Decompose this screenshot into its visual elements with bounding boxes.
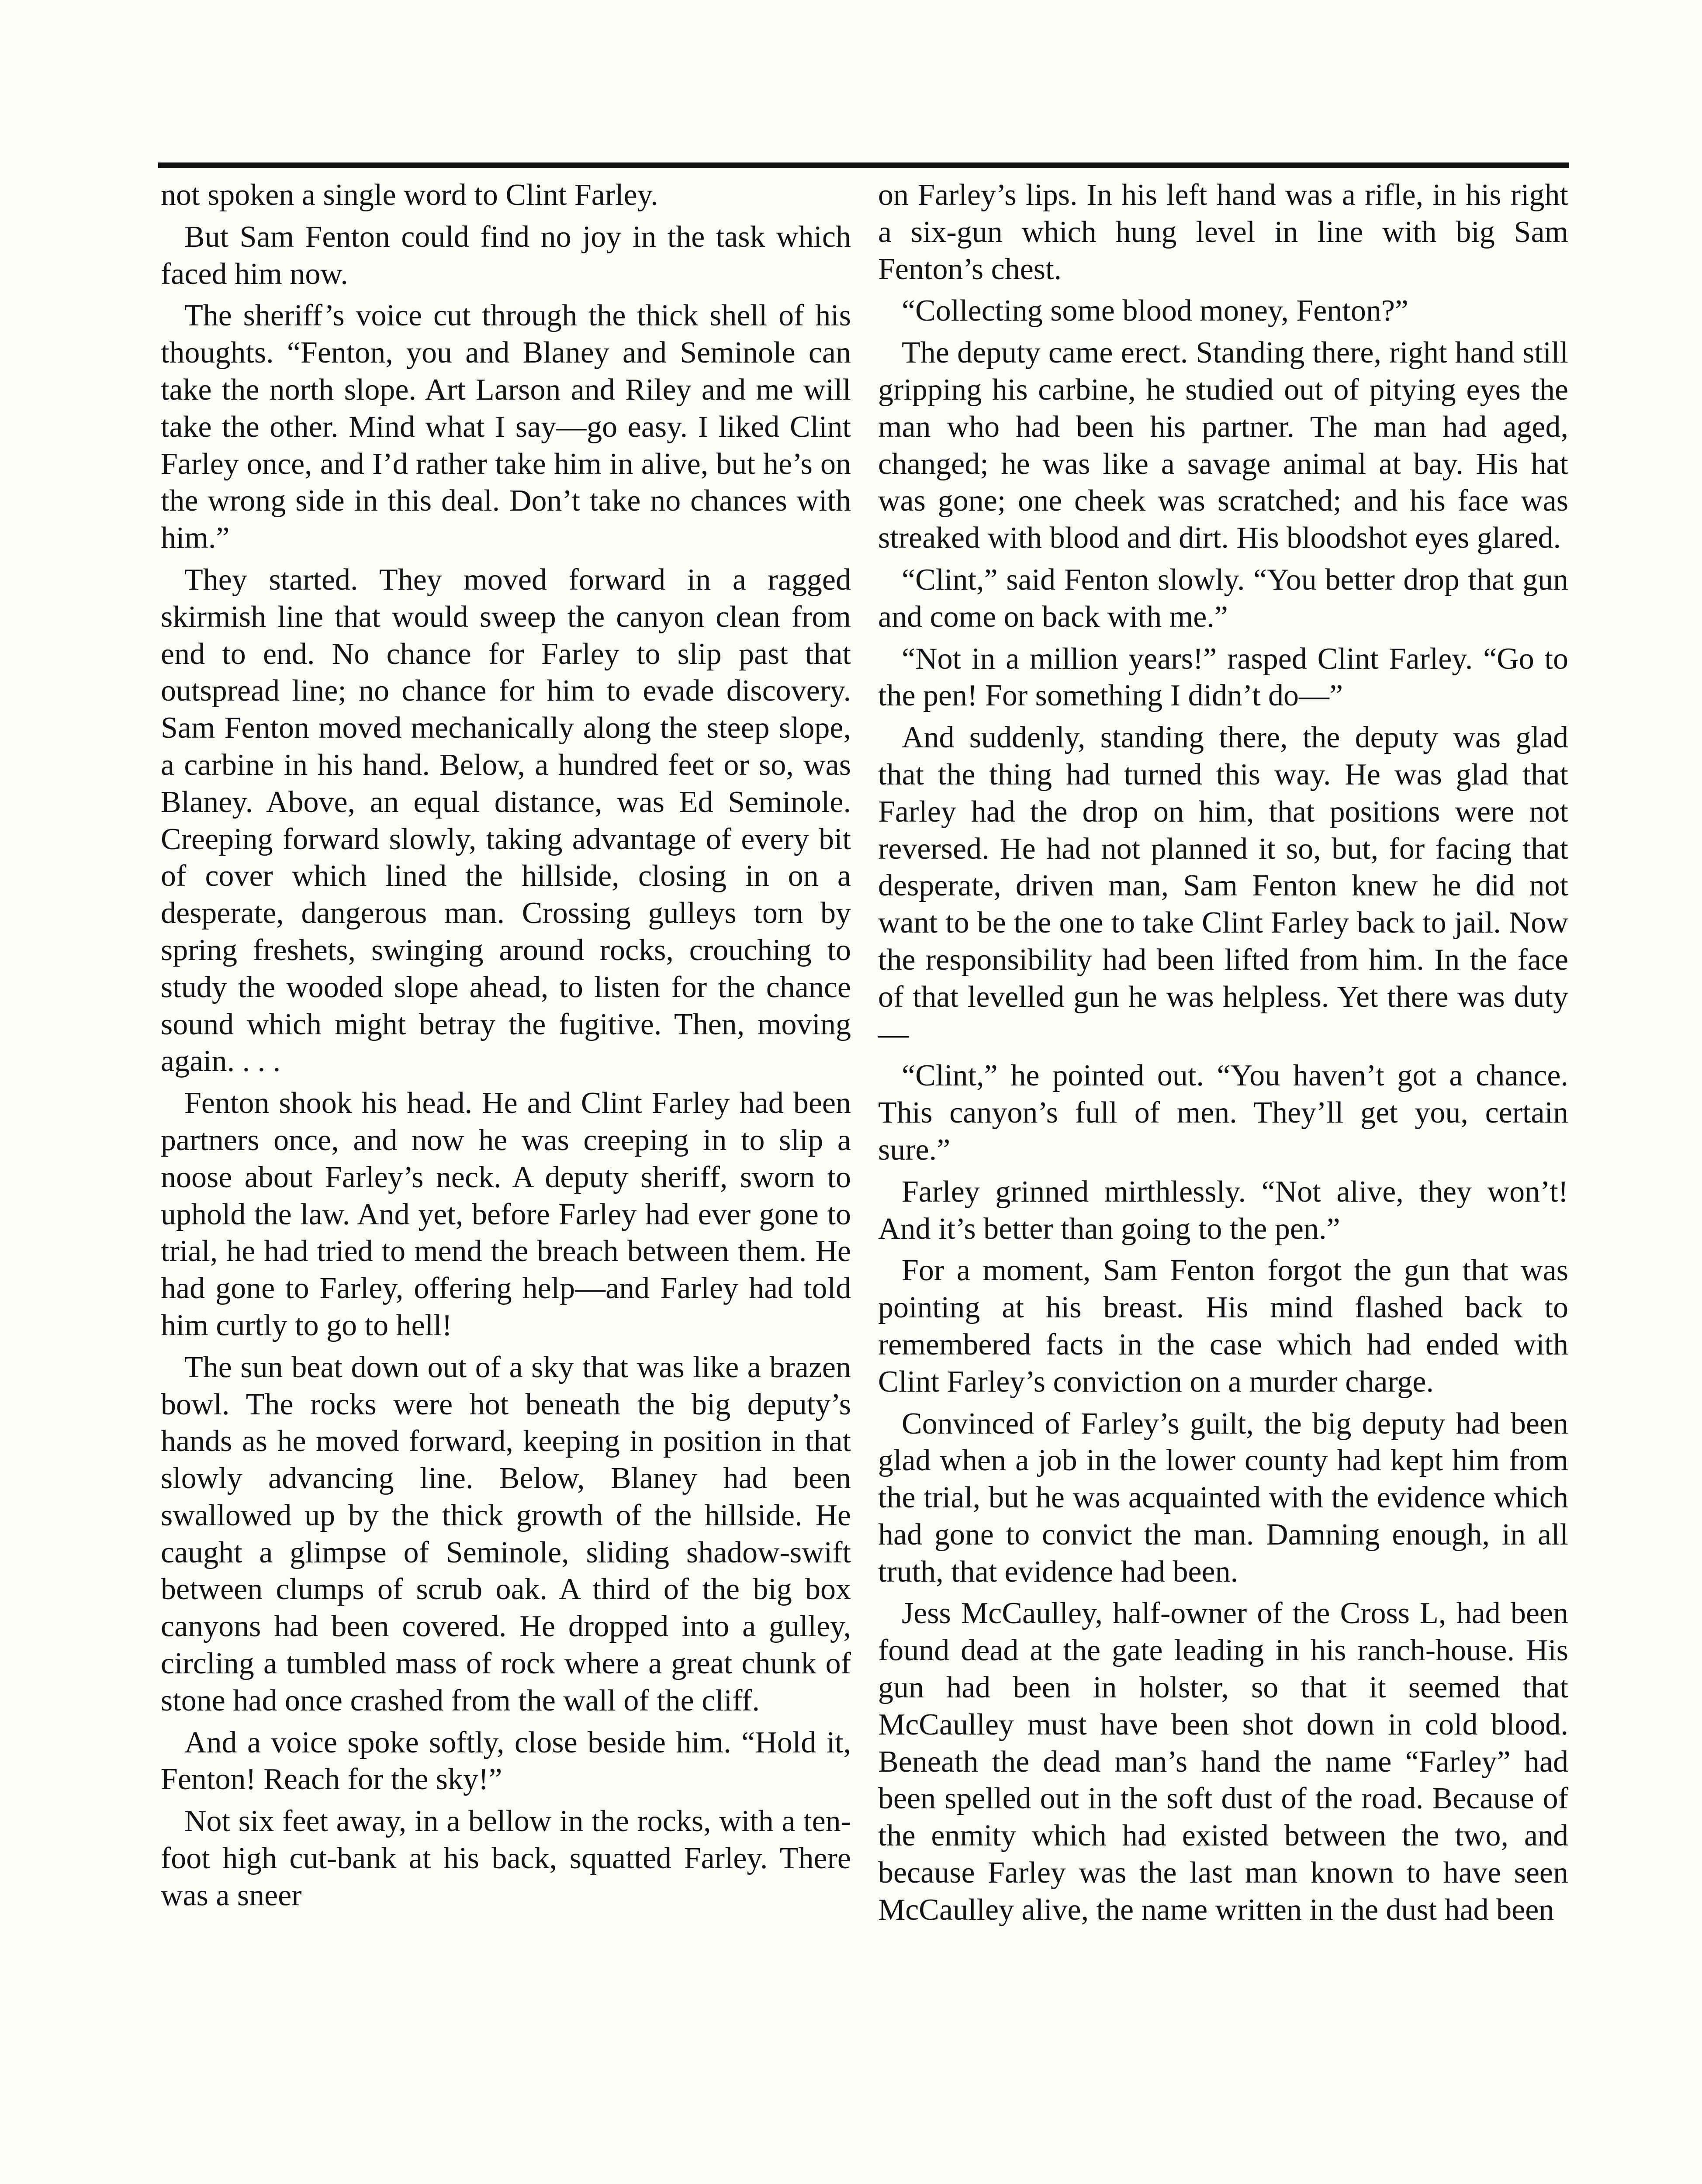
paragraph: The deputy came erect. Standing there, right hand still gripping his carbine, he studied out of pitying eyes the man who had been his partner. The man had aged, changed; he was like a savage animal at bay. His hat was gone; one cheek was scratched; and his face was streaked with blood and dirt. His bloodshot eyes glared. — [878, 336, 1568, 555]
paragraph: on Farley’s lips. In his left hand was a rifle, in his right a six-gun which hung level in line with big Sam Fenton’s chest. — [878, 178, 1568, 286]
paragraph: For a moment, Sam Fenton forgot the gun that was pointing at his breast. His mind flashed back to remembered facts in the case which had ended with Clint Farley’s conviction on a murder charge. — [878, 1254, 1568, 1399]
paragraph: Fenton shook his head. He and Clint Farley had been partners once, and now he was creeping in to slip a noose about Farley’s neck. A deputy sheriff, sworn to uphold the law. And yet, before Farley had ever gone to trial, he had tried to mend the breach between them. He had gone to Farley, offering help—and Farley had told him curtly to go to hell! — [161, 1086, 851, 1342]
paragraph: The sun beat down out of a sky that was like a brazen bowl. The rocks were hot beneath the big deputy’s hands as he moved forward, keeping in position in that slowly advancing line. Below, Blaney had been swallowed up by the thick growth of the hillside. He caught a glimpse of Seminole, sliding shadow-swift between clumps of scrub oak. A third of the big box canyons had been covered. He dropped into a gulley, circling a tumbled mass of rock where a great chunk of stone had once crashed from the wall of the cliff. — [161, 1350, 851, 1717]
paragraph: “Clint,” said Fenton slowly. “You better drop that gun and come on back with me.” — [878, 563, 1568, 634]
paragraph: And a voice spoke softly, close beside him. “Hold it, Fenton! Reach for the sky!” — [161, 1725, 851, 1797]
paragraph: Convinced of Farley’s guilt, the big deputy had been glad when a job in the lower county had kept him from the trial, but he was acquainted with the evidence which had gone to convict the man. Damning enough, in all truth, that evidence had been. — [878, 1406, 1568, 1589]
paragraph: And suddenly, standing there, the deputy was glad that the thing had turned this way. He was glad that Farley had the drop on him, that positions were not reversed. He had not planned it so, but, for facing that desperate, driven man, Sam Fenton knew he did not want to be the one to take Clint Farley back to jail. Now the responsibility had been lifted from him. In the face of that levelled gun he was helpless. Yet there was duty— — [878, 721, 1568, 1051]
paragraph: not spoken a single word to Clint Farley. — [161, 178, 658, 212]
paragraph: Jess McCaulley, half-owner of the Cross L, had been found dead at the gate leading in his ranch-house. His gun had been in holster, so that it seemed that McCaulley must have been shot down in cold blood. Beneath the dead man’s hand the name “Farley” had been spelled out in the soft dust of the road. Because of the enmity which had existed between the two, and because Farley was the last man known to have seen McCaulley alive, the name written in the dust had been — [878, 1597, 1568, 1927]
paragraph: “Collecting some blood money, Fenton?” — [902, 294, 1408, 328]
paragraph: The sheriff’s voice cut through the thick shell of his thoughts. “Fenton, you and Blaney and Seminole can take the north slope. Art Larson and Riley and me will take the other. Mind what I say—go easy. I liked Clint Farley once, and I’d rather take him in alive, but he’s on the wrong side in this deal. Don’t take no chances with him.” — [161, 299, 851, 555]
paragraph: “Clint,” he pointed out. “You haven’t got a chance. This canyon’s full of men. They’ll get you, certain sure.” — [878, 1059, 1568, 1167]
paragraph: Farley grinned mirthlessly. “Not alive, they won’t! And it’s better than going to the pen.” — [878, 1175, 1568, 1246]
paragraph: “Not in a million years!” rasped Clint Farley. “Go to the pen! For something I didn’t do—” — [878, 642, 1568, 713]
text-column-right — [878, 177, 1568, 1934]
paragraph: They started. They moved forward in a ragged skirmish line that would sweep the canyon clean from end to end. No chance for Farley to slip past that outspread line; no chance for him to evade discovery. Sam Fenton moved mechanically along the steep slope, a carbine in his hand. Below, a hundred feet or so, was Blaney. Above, an equal distance, was Ed Seminole. Creeping forward slowly, taking advantage of every bit of cover which lined the hillside, closing in on a desperate, dangerous man. Crossing gulleys torn by spring freshets, swinging around rocks, crouching to study the wooded slope ahead, to listen for the chance sound which might betray the fugitive. Then, moving again. . . . — [161, 563, 851, 1078]
paragraph: But Sam Fenton could find no joy in the task which faced him now. — [161, 220, 851, 291]
paragraph: Not six feet away, in a bellow in the rocks, with a ten-foot high cut-bank at his back, squatted Farley. There was a sneer — [161, 1804, 851, 1912]
top-rule — [158, 162, 1569, 168]
text-column-left — [161, 177, 851, 1919]
